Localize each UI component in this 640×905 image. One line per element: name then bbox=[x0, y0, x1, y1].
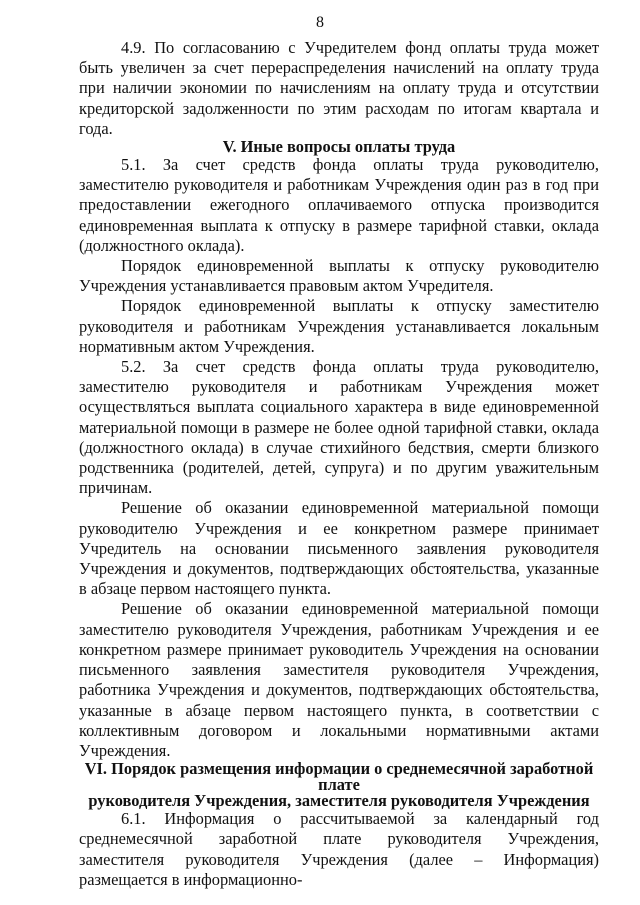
section-5-heading: V. Иные вопросы оплаты труда bbox=[222, 137, 456, 157]
paragraph-5-2-deputy: Решение об оказании единовременной материальной помощи заместителю руководителя Учреждения, работникам Учреждения и ее конкретном размере принимает руководитель Учреждения на основании письменного заявления заместителя руководителя Учреждения, работника Учреждения и документов, подтверждающих обстоятельства, указанные в абзаце первом настоящего пункта, в соответствии с коллективным договором и локальными нормативными актами Учреждения. bbox=[79, 599, 599, 760]
section-6-heading-line1: VI. Порядок размещения информации о среднемесячной заработной плате bbox=[84, 759, 594, 795]
paragraph-5-1-deputy: Порядок единовременной выплаты к отпуску заместителю руководителя и работникам Учреждения устанавливается локальным нормативным актом Учреждения. bbox=[79, 296, 599, 356]
section-6-heading-line2: руководителя Учреждения, заместителя руководителя Учреждения bbox=[88, 791, 590, 811]
paragraph-4-9: 4.9. По согласованию с Учредителем фонд оплаты труда может быть увеличен за счет перераспределения начислений на оплату труда при наличии экономии по начислениям на оплату труда и отсутствии кредиторской задолженности по этим расходам по итогам квартала и года. bbox=[79, 38, 599, 138]
paragraph-5-1-director: Порядок единовременной выплаты к отпуску руководителю Учреждения устанавливается правовым актом Учредителя. bbox=[79, 256, 599, 296]
paragraph-5-1: 5.1. За счет средств фонда оплаты труда руководителю, заместителю руководителя и работникам Учреждения один раз в год при предоставлении ежегодного оплачиваемого отпуска производится единовременная выплата к отпуску в размере тарифной ставки, оклада (должностного оклада). bbox=[79, 155, 599, 255]
page-number: 8 bbox=[316, 14, 324, 31]
document-body bbox=[79, 38, 599, 890]
paragraph-6-1: 6.1. Информация о рассчитываемой за календарный год среднемесячной заработной плате руководителя Учреждения, заместителя руководителя Учреждения (далее – Информация) размещается в информационно- bbox=[79, 809, 599, 889]
section-6-heading bbox=[79, 761, 599, 809]
paragraph-5-2: 5.2. За счет средств фонда оплаты труда руководителю, заместителю руководителя и работникам Учреждения может осуществляться выплата социального характера в виде единовременной материальной помощи в размере не более одной тарифной ставки, оклада (должностного оклада) в случае стихийного бедствия, смерти близкого родственника (родителей, детей, супруга) и по другим уважительным причинам. bbox=[79, 357, 599, 498]
paragraph-5-2-director: Решение об оказании единовременной материальной помощи руководителю Учреждения и ее конкретном размере принимает Учредитель на основании письменного заявления руководителя Учреждения и документов, подтверждающих обстоятельства, указанные в абзаце первом настоящего пункта. bbox=[79, 498, 599, 599]
